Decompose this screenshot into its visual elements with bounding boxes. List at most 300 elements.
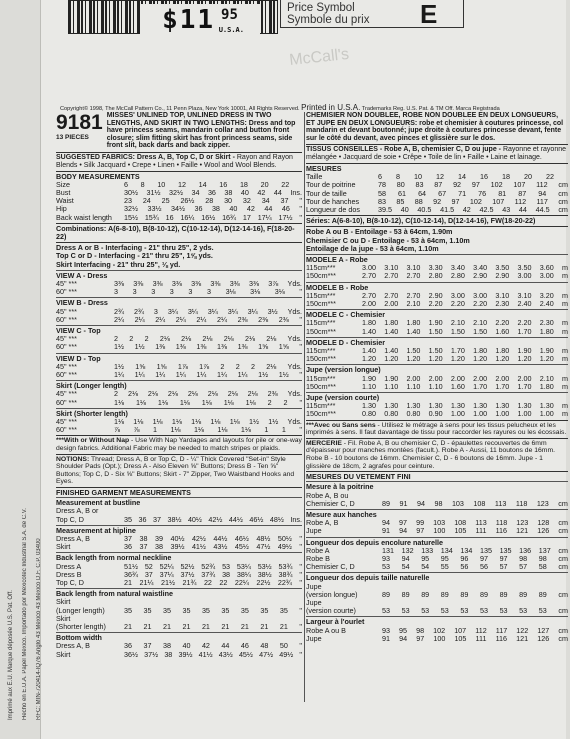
- table-cell: 128: [537, 518, 550, 528]
- table-cell: 1.90: [362, 373, 376, 383]
- table-cell: 117: [536, 196, 548, 206]
- yardage-views: [56, 270, 302, 436]
- row-label: 45" ***: [56, 334, 77, 344]
- table-cell: 135: [499, 545, 512, 555]
- table-cell: 48: [260, 641, 269, 651]
- entoilage-line: Entoilage de la jupe - 53 à 64cm, 1.10m: [306, 243, 439, 253]
- table-cell: 2: [129, 334, 134, 344]
- table-cell: 1.70: [495, 381, 510, 391]
- table-cell: 38½: [257, 569, 272, 579]
- pattern-id: [56, 112, 103, 150]
- row-label: 60" ***: [56, 425, 77, 435]
- row-values: [114, 426, 302, 434]
- table-cell: 53: [382, 562, 390, 572]
- entoilage: [306, 226, 568, 254]
- table-cell: 1.20: [450, 354, 465, 364]
- table-cell: 1⅛: [217, 425, 228, 435]
- table-cell: 2⅛: [227, 389, 238, 399]
- table-cell: 3.10: [517, 290, 532, 300]
- table-cell: 14: [458, 172, 466, 182]
- table-cell: 98: [538, 554, 547, 564]
- table-cell: 40½: [187, 514, 202, 524]
- table-cell: 21¾: [182, 578, 197, 588]
- table-cell: 1.60: [450, 381, 465, 391]
- group-section: [56, 353, 302, 381]
- table-cell: ": [299, 287, 302, 297]
- table-cell: 36: [207, 187, 216, 197]
- table-cell: 44: [518, 204, 527, 214]
- table-cell: 89: [382, 498, 390, 508]
- table-cell: 2¼: [114, 314, 124, 324]
- row-label: Robe B: [306, 554, 330, 564]
- row-label: 45" ***: [56, 279, 77, 288]
- price-dollars: $11: [162, 5, 216, 35]
- series-text: Séries: A(6-8-10), B(8-10-12), C(10-12-14), D(12-14-16), FW(18-20-22): [306, 216, 536, 226]
- table-cell: 87: [518, 188, 527, 198]
- table-cell: 2.00: [517, 373, 532, 383]
- table-cell: 2.00: [406, 373, 421, 383]
- table-cell: 53: [222, 561, 231, 571]
- group-title: Mesure aux hanches: [306, 510, 377, 520]
- description-fr: CHEMISIER NON DOUBLEE, ROBE NON DOUBLEE EN DEUX LONGUEURS, ET JUPE EN DEUX LONGUEURS: robe et chemisier à coutures princesse, col mandarin et devant boutonné; jupe droite à coutures princesse devant, fente sur le côté du devant, avec pinces et glissière sur le dos.: [306, 112, 564, 142]
- table-cell: 15¾: [144, 212, 159, 222]
- table-cell: 1.40: [384, 326, 399, 336]
- table-cell: 1.30: [406, 401, 421, 411]
- table-cell: 17¼: [257, 212, 272, 222]
- table-cell: Yds.: [287, 334, 302, 344]
- table-row: [306, 328, 568, 336]
- table-cell: 39.5: [378, 204, 392, 214]
- table-cell: 3: [153, 306, 158, 316]
- table-cell: 30: [224, 196, 233, 206]
- table-cell: 1⅛: [135, 397, 146, 407]
- table-cell: 16: [219, 179, 228, 189]
- table-cell: 1⅛: [201, 397, 212, 407]
- table-row: [56, 280, 302, 288]
- row-label: 115cm***: [306, 373, 336, 383]
- trademarks: Trademarks Reg. U.S. Pat. & TM Off. Marca Registrada: [361, 106, 500, 112]
- interfacing: [56, 242, 302, 270]
- table-cell: 126: [537, 633, 550, 643]
- table-cell: 1.40: [362, 326, 376, 336]
- table-cell: 132: [401, 545, 414, 555]
- table-cell: 6: [124, 179, 128, 189]
- table-cell: 94: [399, 633, 408, 643]
- table-cell: cm: [558, 625, 568, 635]
- table-cell: 3⅛: [225, 287, 236, 297]
- row-values: [124, 214, 302, 222]
- group-title: Skirt (Shorter length): [56, 408, 128, 418]
- table-cell: 136: [519, 545, 532, 555]
- table-cell: m: [561, 381, 568, 391]
- table-cell: 3½: [267, 306, 278, 316]
- table-cell: 35: [279, 605, 288, 615]
- table-cell: 52: [144, 561, 153, 571]
- table-cell: 36: [138, 514, 147, 524]
- table-cell: 53: [460, 606, 469, 616]
- table-cell: 48½: [269, 514, 284, 524]
- table-cell: 35: [201, 605, 210, 615]
- table-cell: 135: [479, 545, 492, 555]
- table-cell: 10: [414, 172, 422, 182]
- table-cell: 44: [273, 187, 282, 197]
- table-row: [56, 516, 302, 524]
- table-cell: 134: [460, 545, 473, 555]
- table-cell: 36: [124, 542, 132, 552]
- table-cell: m: [561, 263, 568, 273]
- table-cell: 3⅜: [133, 279, 144, 288]
- table-cell: 108: [473, 498, 486, 508]
- table-cell: 134: [440, 545, 453, 555]
- tissus-text: Rayonne et rayonne mélangée • Jacquard de soie • Crêpe • Toile de lin • Faille • Laine et lainage.: [306, 146, 566, 162]
- table-cell: 2¼: [175, 314, 186, 324]
- table-cell: 31½: [146, 187, 161, 197]
- table-cell: 37¼: [159, 569, 174, 579]
- row-label: Tour de poitrine: [306, 180, 356, 190]
- group-title: Longueur dos depuis taille naturelle: [306, 573, 430, 583]
- sens-note-title: ***Avec ou Sans sens: [306, 421, 376, 429]
- table-cell: 1.30: [495, 401, 510, 411]
- table-cell: 42: [201, 641, 210, 651]
- table-cell: 2¼: [216, 314, 227, 324]
- table-cell: 93: [382, 554, 390, 564]
- row-label: 60" ***: [56, 370, 77, 380]
- table-cell: 36: [194, 204, 203, 214]
- entoilage-line: Robe A ou B - Entoilage - 53 à 64cm, 1.90m: [306, 227, 453, 237]
- table-cell: 3⅞: [268, 279, 279, 288]
- table-cell: 1.70: [517, 326, 532, 336]
- table-cell: 2.30: [539, 318, 554, 328]
- row-values: [382, 527, 568, 535]
- table-cell: 118: [495, 518, 508, 528]
- table-cell: 3⅜: [248, 279, 259, 288]
- french-column: [306, 112, 568, 645]
- table-row: [56, 214, 302, 222]
- mesures: [306, 163, 568, 215]
- table-cell: 2.00: [495, 373, 510, 383]
- table-cell: 2.80: [428, 271, 443, 281]
- table-cell: 2⅛: [167, 389, 178, 399]
- table-cell: 2¼: [155, 314, 166, 324]
- table-cell: 122: [516, 625, 529, 635]
- finished-table: [56, 497, 302, 660]
- table-cell: 1⅛: [193, 425, 204, 435]
- table-cell: 1⅛: [210, 417, 221, 427]
- row-values: [124, 607, 302, 615]
- row-label: (Longer length): [56, 605, 105, 615]
- table-cell: 41.5: [440, 204, 455, 214]
- side-legal-text: [4, 120, 52, 720]
- table-cell: 2.00: [450, 373, 465, 383]
- table-cell: 2⅛: [266, 334, 277, 344]
- table-cell: 3.50: [495, 263, 510, 273]
- table-cell: Yds.: [287, 417, 302, 427]
- table-cell: 37: [139, 542, 148, 552]
- table-cell: 133: [421, 545, 434, 555]
- table-cell: 123: [516, 518, 529, 528]
- table-cell: 88: [414, 196, 423, 206]
- row-values: [114, 371, 302, 379]
- table-cell: 53½: [257, 561, 272, 571]
- table-cell: 3⅜: [191, 279, 202, 288]
- table-cell: 6: [378, 172, 382, 182]
- suggested-fabrics: [56, 152, 302, 171]
- table-cell: 56: [460, 562, 469, 572]
- table-cell: 89: [440, 589, 449, 599]
- table-cell: 49½: [279, 649, 294, 659]
- table-cell: 1.70: [517, 381, 532, 391]
- body-measurements-table: [56, 181, 302, 222]
- table-cell: 22¼: [234, 578, 249, 588]
- table-cell: ": [299, 569, 302, 579]
- table-cell: 21: [260, 622, 269, 632]
- table-cell: 1: [152, 425, 157, 435]
- table-cell: 1.10: [428, 381, 443, 391]
- table-cell: 89: [401, 589, 410, 599]
- table-cell: 1.40: [362, 346, 376, 356]
- table-cell: 44½: [228, 514, 243, 524]
- row-label: 115cm***: [306, 290, 336, 300]
- table-cell: m: [561, 290, 568, 300]
- table-cell: 92: [433, 196, 442, 206]
- table-cell: 2.40: [539, 299, 554, 309]
- table-cell: 89: [479, 589, 488, 599]
- table-cell: 1.10: [384, 381, 399, 391]
- table-cell: 12: [436, 172, 444, 182]
- table-cell: 40.5: [417, 204, 432, 214]
- table-cell: 21: [240, 622, 249, 632]
- table-cell: 81: [498, 188, 507, 198]
- table-cell: Yds.: [287, 306, 302, 316]
- table-cell: 95: [440, 554, 449, 564]
- table-cell: 1.70: [473, 381, 488, 391]
- row-label: Jupe: [306, 581, 322, 591]
- table-cell: 3.50: [517, 263, 532, 273]
- table-cell: ⅞: [114, 425, 120, 435]
- table-cell: 89: [538, 589, 547, 599]
- table-cell: 32: [242, 196, 251, 206]
- table-cell: 16¼: [180, 212, 195, 222]
- group-title: VIEW C - Top: [56, 326, 101, 336]
- table-cell: 87: [434, 180, 443, 190]
- table-cell: ": [299, 204, 302, 214]
- table-cell: 1.90: [539, 346, 554, 356]
- row-label: 45" ***: [56, 306, 77, 316]
- table-row: [56, 543, 302, 551]
- table-cell: 22: [219, 578, 228, 588]
- table-cell: 1.50: [450, 326, 465, 336]
- pattern-number: 9181: [56, 111, 103, 134]
- table-cell: 3: [188, 287, 193, 297]
- table-cell: 36½: [124, 649, 138, 659]
- table-cell: 1⅛: [191, 417, 202, 427]
- table-cell: 46: [281, 204, 290, 214]
- table-row: [306, 410, 568, 418]
- english-column: [56, 112, 302, 661]
- table-cell: 38: [162, 641, 171, 651]
- group-title: MODELE B - Robe: [306, 282, 369, 292]
- table-cell: 3¼: [227, 306, 238, 316]
- printed-in: Printed in U.S.A.: [301, 103, 361, 112]
- row-label: Skirt: [56, 613, 71, 623]
- row-label: Tour de hanches: [306, 196, 360, 206]
- table-cell: ": [299, 425, 302, 435]
- table-cell: 1.20: [495, 354, 510, 364]
- table-row: [306, 547, 568, 555]
- row-values: [382, 500, 568, 508]
- table-cell: 2¼: [134, 314, 145, 324]
- table-cell: 39½: [178, 649, 193, 659]
- group-title: VIEW D - Top: [56, 353, 101, 363]
- table-cell: 50: [279, 641, 288, 651]
- group-title: Longueur dos depuis encolure naturelle: [306, 537, 443, 547]
- table-cell: ": [299, 641, 302, 651]
- table-cell: 2.20: [517, 318, 532, 328]
- row-values: [114, 399, 302, 407]
- table-cell: 91: [382, 526, 390, 536]
- interfacing-line: Dress A or B - Interfacing - 21" thru 25", 2 yds.: [56, 243, 214, 253]
- table-cell: 12: [177, 179, 186, 189]
- row-label: 150cm***: [306, 326, 336, 336]
- table-cell: 103: [433, 518, 446, 528]
- row-values: [362, 272, 568, 280]
- table-cell: 137: [538, 545, 551, 555]
- table-cell: 40: [240, 187, 249, 197]
- table-cell: 2¼: [196, 314, 207, 324]
- table-cell: m: [561, 409, 568, 419]
- table-cell: 20: [524, 172, 532, 182]
- tissus-conseilles: [306, 144, 568, 163]
- table-cell: 91: [382, 633, 390, 643]
- table-cell: 107: [492, 196, 505, 206]
- table-cell: 1.00: [450, 409, 465, 419]
- table-cell: 1.30: [473, 401, 488, 411]
- price-stamp: [140, 4, 260, 36]
- row-values: [382, 563, 568, 571]
- table-cell: 3.00: [450, 290, 465, 300]
- table-cell: 1¼: [216, 370, 227, 380]
- table-cell: 32½: [124, 204, 138, 214]
- table-cell: 2.10: [539, 373, 554, 383]
- table-cell: 2⅛: [187, 389, 198, 399]
- table-cell: 53: [538, 606, 547, 616]
- table-cell: 2⅛: [266, 361, 277, 371]
- table-cell: 18: [239, 179, 248, 189]
- notions: [56, 454, 302, 487]
- table-cell: 1⅛: [245, 397, 256, 407]
- table-cell: 1.80: [539, 326, 554, 336]
- table-cell: 98: [416, 625, 425, 635]
- table-row: [56, 607, 302, 615]
- table-row: [56, 399, 302, 407]
- table-row: [56, 651, 302, 659]
- table-row: [306, 607, 568, 615]
- table-cell: 1⅛: [133, 417, 144, 427]
- tissus-title: TISSUS CONSEILLES - Robe A, B, chemisier C, D ou jupe -: [306, 146, 501, 154]
- table-cell: 2⅛: [223, 334, 234, 344]
- table-cell: 89: [519, 589, 528, 599]
- row-values: [114, 316, 302, 324]
- table-cell: 1⅜: [155, 342, 166, 352]
- table-cell: 107: [454, 625, 467, 635]
- table-cell: 47½: [259, 649, 274, 659]
- table-cell: 37: [280, 196, 289, 206]
- row-label: Skirt: [56, 597, 71, 607]
- table-cell: 108: [454, 518, 467, 528]
- table-cell: 1.30: [450, 401, 465, 411]
- table-cell: 2.70: [406, 290, 421, 300]
- table-cell: 2.90: [428, 290, 443, 300]
- pattern-intro: [56, 112, 302, 152]
- table-cell: 2⅜: [237, 314, 248, 324]
- table-cell: 121: [516, 633, 529, 643]
- table-cell: 21½: [160, 578, 175, 588]
- table-cell: 2.30: [495, 299, 510, 309]
- table-cell: 1.20: [539, 354, 554, 364]
- table-cell: 44: [221, 641, 230, 651]
- mesures-vetement-fini: [306, 471, 568, 645]
- table-row: [306, 635, 568, 643]
- row-label: Back waist length: [56, 212, 112, 222]
- table-cell: 95: [399, 625, 408, 635]
- group-section: [56, 297, 302, 325]
- copyright-text: Copyright© 1998, The McCall Pattern Co., 11 Penn Plaza, New York 10001, All Rights Reserved.: [60, 106, 300, 112]
- table-cell: 56: [479, 562, 488, 572]
- table-row: [56, 623, 302, 631]
- table-cell: 2⅜: [278, 314, 289, 324]
- table-cell: cm: [558, 562, 568, 572]
- sens-note-text: - Utilisez le métrage à sens pour les tissus pelucheux et les imprimés à sens. Il faut davantage de tissu pour raccorder les rayures ou les écossais.: [306, 421, 567, 437]
- table-cell: 67: [438, 188, 447, 198]
- table-cell: 2.20: [428, 299, 443, 309]
- row-values: [124, 623, 302, 631]
- group-title: Largeur à l'ourlet: [306, 617, 365, 627]
- table-cell: 1.30: [517, 401, 532, 411]
- table-cell: 2⅛: [207, 389, 218, 399]
- table-cell: 3⅜: [114, 279, 124, 288]
- body-measurements: [56, 171, 302, 223]
- table-cell: 2⅛: [247, 389, 258, 399]
- table-cell: 2.90: [495, 271, 510, 281]
- table-cell: 105: [454, 526, 467, 536]
- table-cell: 37½: [180, 569, 195, 579]
- row-label: 60" ***: [56, 342, 77, 352]
- table-cell: 1¼: [155, 370, 166, 380]
- table-cell: 102: [433, 625, 446, 635]
- table-cell: cm: [558, 196, 568, 206]
- row-label: Dress A, B: [56, 534, 90, 544]
- group-section: [56, 497, 302, 525]
- table-cell: ": [299, 649, 302, 659]
- side-text-1: Imprimé aux É.U. Marque déposée U.S. Pat. Off.: [8, 590, 14, 720]
- table-cell: 1¼: [114, 370, 124, 380]
- interfacing-line: Skirt Interfacing - 21" thru 25", ⅛ yd.: [56, 259, 181, 269]
- table-cell: 3.10: [384, 263, 399, 273]
- group-title: Mesure à la poitrine: [306, 482, 374, 492]
- table-cell: 34: [261, 196, 270, 206]
- table-cell: 2: [144, 334, 149, 344]
- table-cell: 1¼: [237, 370, 248, 380]
- table-cell: 97: [451, 196, 460, 206]
- description: MISSES' UNLINED TOP, UNLINED DRESS IN TWO LENGTHS, AND SKIRT IN TWO LENGTHS: Dress and top have princess seams, mandarin collar and button front closure; slim fitting skirt has front princess seams, side front slit, back darts and back zipper.: [106, 112, 296, 150]
- table-cell: 21: [279, 622, 288, 632]
- table-cell: 57: [519, 562, 528, 572]
- table-cell: Yds.: [287, 389, 302, 399]
- table-cell: 118: [515, 498, 528, 508]
- table-cell: 53: [440, 606, 449, 616]
- table-cell: 1½: [134, 342, 145, 352]
- row-label: 150cm***: [306, 271, 336, 281]
